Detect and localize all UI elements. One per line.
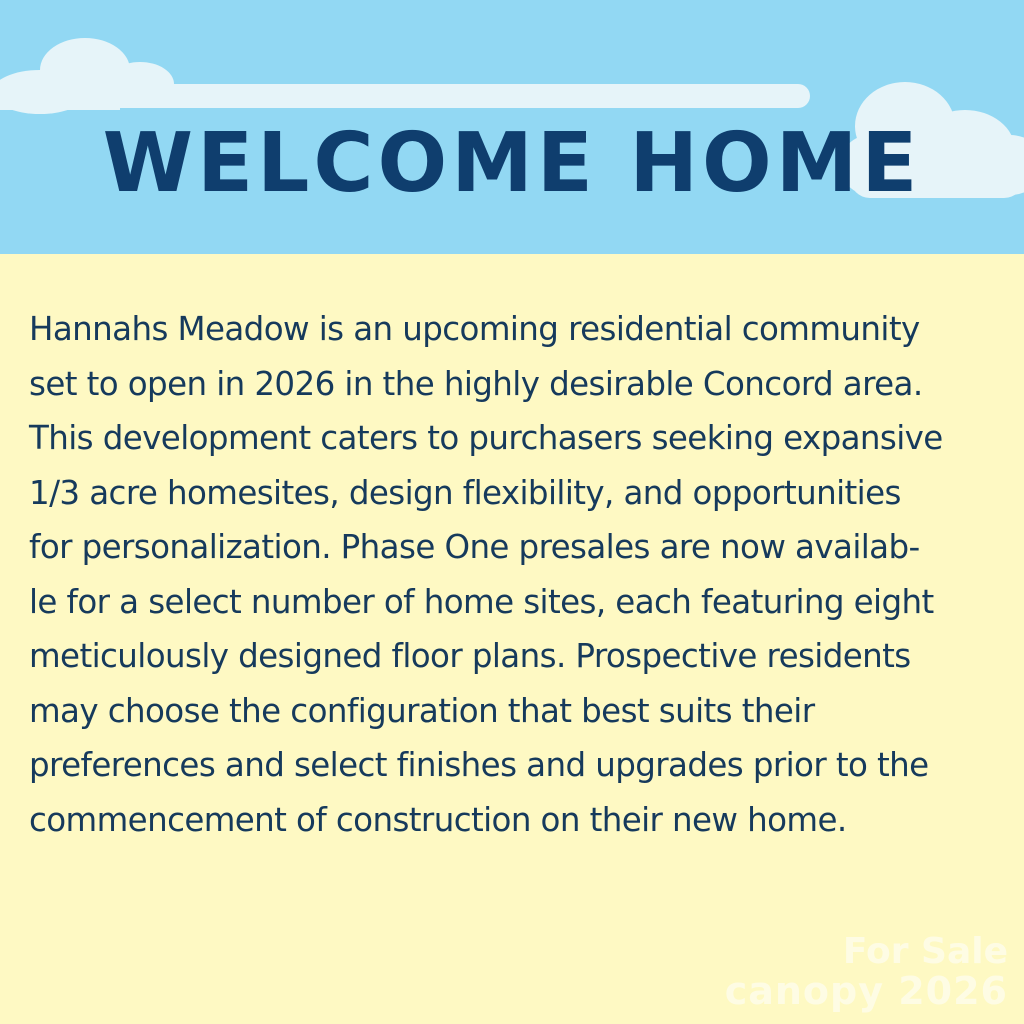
watermark	[724, 931, 1008, 1013]
watermark-canopy: canopy 2026	[724, 969, 1008, 1013]
description-paragraph	[29, 302, 1001, 847]
description-line: commencement of construction on their new home.	[29, 800, 847, 839]
description-line: set to open in 2026 in the highly desirable Concord area.	[29, 364, 923, 403]
description-line: meticulously designed floor plans. Prospective residents	[29, 637, 911, 675]
description-line: This development caters to purchasers seeking expansive	[29, 419, 943, 457]
description-line: may choose the configuration that best suits their	[29, 691, 815, 730]
description-line: Hannahs Meadow is an upcoming residential community	[29, 310, 920, 348]
description-line: for personalization. Phase One presales are now availab-	[29, 528, 920, 566]
description-line: le for a select number of home sites, each featuring eight	[29, 582, 934, 621]
watermark-for-sale: For Sale	[842, 931, 1008, 972]
page-title: WELCOME HOME	[102, 116, 922, 211]
sky-banner	[0, 0, 1024, 254]
description-line: 1/3 acre homesites, design flexibility, and opportunities	[29, 473, 901, 512]
description-line: preferences and select finishes and upgrades prior to the	[29, 746, 929, 784]
